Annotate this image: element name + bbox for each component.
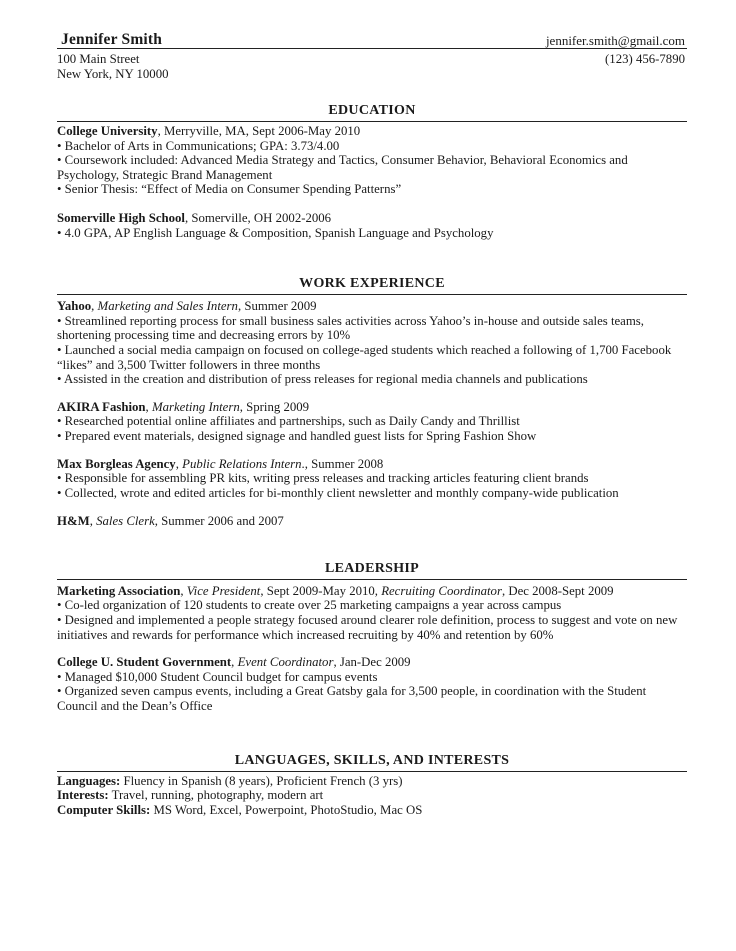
skill-label: Languages: — [57, 773, 121, 788]
city-address: New York, NY 10000 — [57, 67, 169, 81]
leadership-role-secondary: Recruiting Coordinator — [381, 583, 502, 598]
employer-name: Yahoo — [57, 299, 92, 314]
separator: , — [89, 514, 97, 529]
organization-name: College U. Student Government — [57, 655, 232, 670]
education-entry — [57, 124, 687, 197]
separator: , — [175, 456, 183, 471]
job-role: Marketing Intern — [151, 399, 240, 414]
header — [57, 30, 687, 49]
bullet-item: • Assisted in the creation and distribution of press releases for regional media channels and publications — [57, 372, 588, 387]
candidate-name: Jennifer Smith — [61, 31, 163, 48]
job-role: Sales Clerk — [96, 514, 155, 529]
bullet-item: • 4.0 GPA, AP English Language & Composition, Spanish Language and Psychology — [57, 225, 494, 240]
job-date: , Spring 2009 — [239, 399, 310, 414]
skill-line — [57, 803, 687, 818]
leadership-section — [57, 561, 687, 714]
job-date: , Summer 2006 and 2007 — [154, 514, 284, 529]
skill-line — [57, 774, 687, 789]
leadership-date-secondary: , Dec 2008-Sept 2009 — [501, 583, 614, 598]
skill-value: MS Word, Excel, Powerpoint, PhotoStudio, Mac OS — [150, 802, 423, 817]
section-title-work: WORK EXPERIENCE — [57, 276, 687, 295]
separator: , — [91, 299, 98, 314]
leadership-role: Event Coordinator — [237, 655, 334, 670]
work-entry — [57, 400, 687, 444]
school-detail: , Somerville, OH 2002-2006 — [184, 210, 332, 225]
work-section — [57, 276, 687, 529]
employer-name: Max Borgleas Agency — [57, 456, 176, 471]
skills-section — [57, 753, 687, 818]
skill-label: Computer Skills: — [57, 802, 151, 817]
bullet-item: • Prepared event materials, designed signage and handled guest lists for Spring Fashion Show — [57, 428, 537, 443]
job-role: Public Relations Intern — [182, 456, 302, 471]
separator: , — [180, 583, 187, 598]
job-date: , Summer 2009 — [237, 299, 317, 314]
section-title-education: EDUCATION — [57, 103, 687, 122]
bullet-item: • Co-led organization of 120 students to create over 25 marketing campaigns a year across campus — [57, 598, 562, 613]
bullet-item: • Responsible for assembling PR kits, writing press releases and tracking articles featuring client brands — [57, 471, 589, 486]
organization-name: Marketing Association — [57, 583, 181, 598]
bullet-item: • Launched a social media campaign on focused on college-aged students which reached a following of 1,700 Facebook “likes” and 3,500 Twitter followers in three months — [57, 342, 672, 372]
education-entry — [57, 211, 687, 240]
bullet-item: • Managed $10,000 Student Council budget for campus events — [57, 669, 378, 684]
separator: , — [145, 399, 152, 414]
work-entry — [57, 299, 687, 387]
section-title-skills: LANGUAGES, SKILLS, AND INTERESTS — [57, 753, 687, 772]
skill-value: Fluency in Spanish (8 years), Proficient French (3 yrs) — [120, 773, 403, 788]
employer-name: H&M — [57, 514, 90, 529]
separator: , — [231, 655, 238, 670]
bullet-item: • Senior Thesis: “Effect of Media on Consumer Spending Patterns” — [57, 182, 402, 197]
bullet-item: • Coursework included: Advanced Media Strategy and Tactics, Consumer Behavior, Behavioral Economics and Psychology, Strategic Brand Management — [57, 153, 628, 182]
leadership-date: , Sept 2009-May 2010, — [260, 583, 382, 598]
education-section — [57, 103, 687, 240]
employer-name: AKIRA Fashion — [57, 399, 146, 414]
school-detail: , Merryville, MA, Sept 2006-May 2010 — [157, 124, 361, 138]
bullet-item: • Organized seven campus events, including a Great Gatsby gala for 3,500 people, in coordination with the Student Council and the Dean’s Office — [57, 684, 647, 714]
section-title-leadership: LEADERSHIP — [57, 561, 687, 580]
work-entry — [57, 514, 687, 529]
job-date: ., Summer 2008 — [301, 456, 384, 471]
bullet-item: • Collected, wrote and edited articles for bi-monthly client newsletter and monthly company-wide publication — [57, 485, 619, 500]
contact-info — [57, 52, 687, 82]
bullet-item: • Streamlined reporting process for small business sales activities across Yahoo’s in-house and outside sales teams, shortening processing time and decreasing errors by 10% — [57, 313, 644, 343]
email-address: jennifer.smith@gmail.com — [545, 33, 685, 48]
bullet-item: • Bachelor of Arts in Communications; GPA: 3.73/4.00 — [57, 138, 340, 153]
bullet-item: • Designed and implemented a people strategy focused around clearer role definition, process to suggest and vote on new initiatives and rewards for performance which increased recruiting by 40% and retention by 60% — [57, 613, 678, 642]
school-name: College University — [57, 124, 158, 138]
school-name: Somerville High School — [57, 210, 185, 225]
resume-page — [57, 30, 687, 817]
job-role: Marketing and Sales Intern — [97, 299, 238, 314]
phone-number: (123) 456-7890 — [605, 52, 685, 66]
skill-label: Interests: — [57, 788, 109, 803]
skill-line — [57, 788, 687, 803]
leadership-entry — [57, 584, 687, 642]
leadership-entry — [57, 655, 687, 713]
skill-value: Travel, running, photography, modern art — [108, 788, 324, 803]
leadership-role: Vice President — [186, 583, 261, 598]
leadership-date: , Jan-Dec 2009 — [333, 655, 411, 670]
street-address: 100 Main Street — [57, 52, 140, 66]
work-entry — [57, 457, 687, 501]
bullet-item: • Researched potential online affiliates and partnerships, such as Daily Candy and Thrillist — [57, 414, 520, 429]
